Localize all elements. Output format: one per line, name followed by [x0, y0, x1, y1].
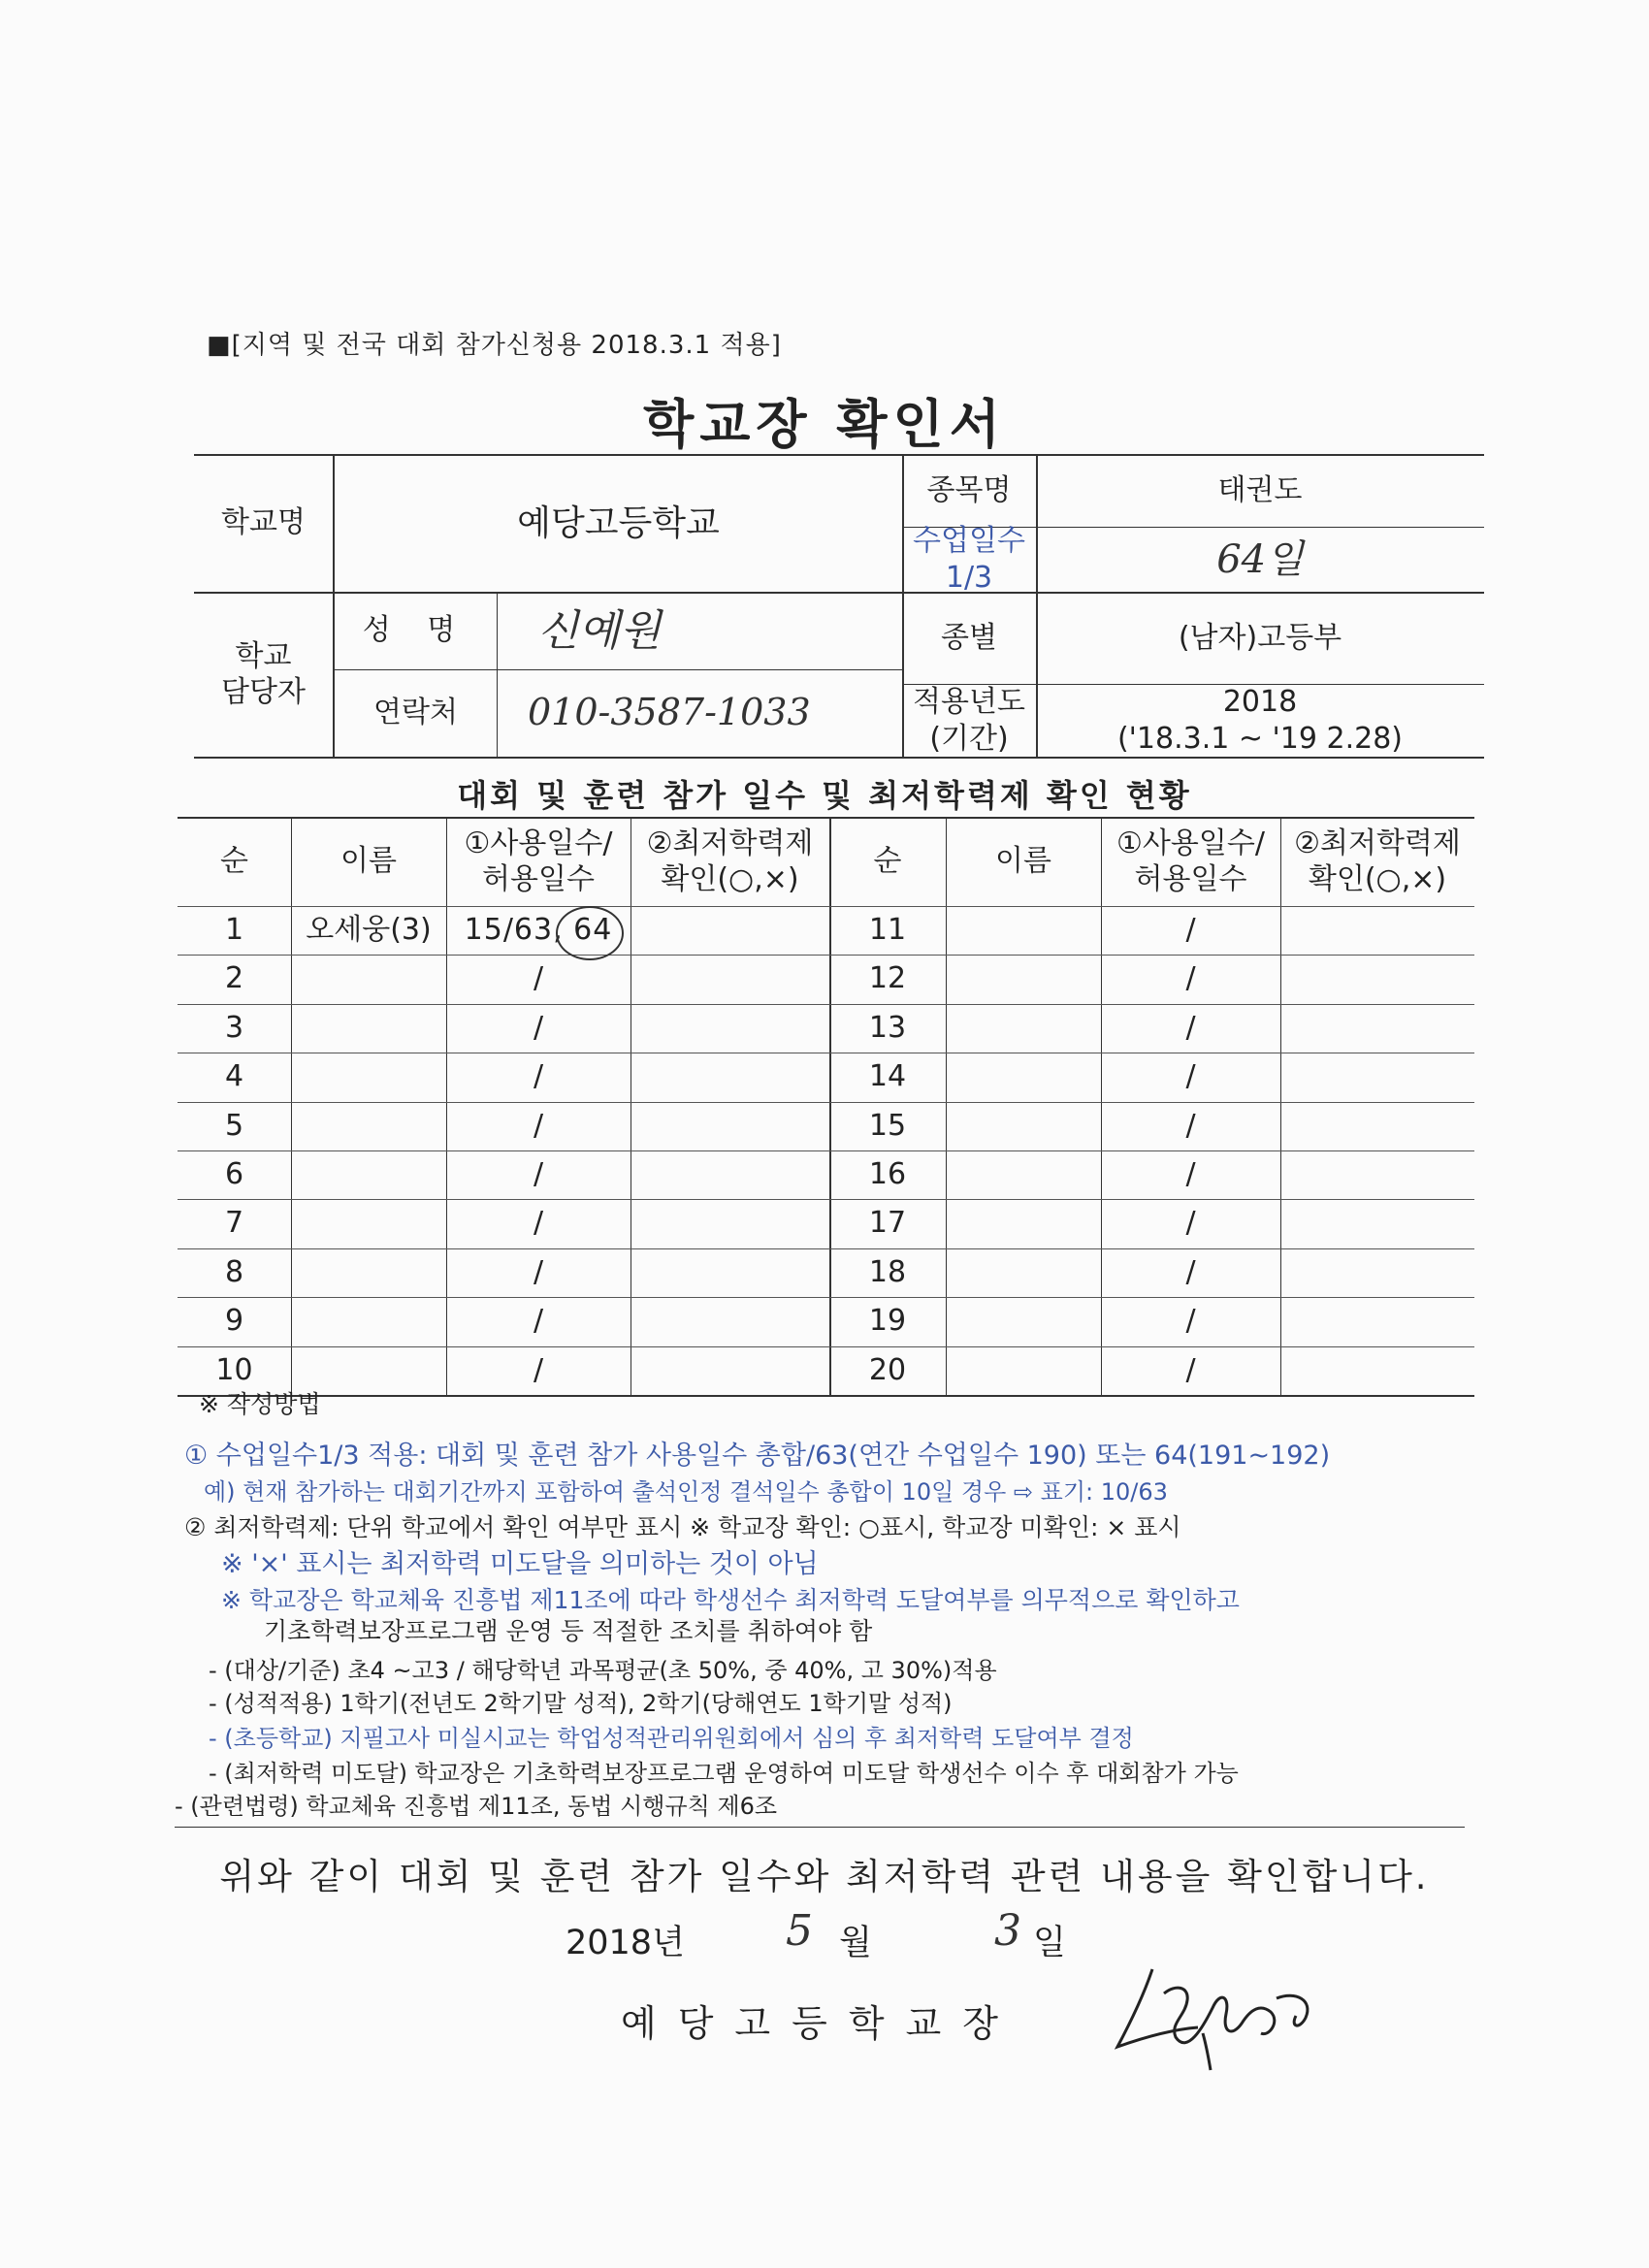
- row-days: /: [533, 1353, 544, 1388]
- row-days: /: [1185, 1157, 1196, 1192]
- row-days: /: [1185, 1255, 1196, 1290]
- row-name: [291, 1297, 446, 1345]
- row-no: 1: [224, 913, 244, 948]
- row-name: [946, 1297, 1101, 1345]
- row-days: /: [1185, 1304, 1196, 1339]
- note-7: - (초등학교) 지필고사 미실시교는 학업성적관리위원회에서 심의 후 최저학력 도달여부 결정: [209, 1725, 1134, 1752]
- section-title: 대회 및 훈련 참가 일수 및 최저학력제 확인 현황: [457, 777, 1192, 814]
- row-no: 20: [868, 1353, 907, 1388]
- principal-title: 예당고등학교장: [621, 2002, 1019, 2045]
- row-days: 15/63, 64: [464, 913, 613, 948]
- row-days: /: [533, 1206, 544, 1241]
- row-no: 19: [868, 1304, 907, 1339]
- note-3: ※ '×' 표시는 최저학력 미도달을 의미하는 것이 아님: [221, 1549, 819, 1579]
- date-day-unit: 일: [1033, 1924, 1066, 1962]
- contact-label: 연락처: [373, 696, 458, 730]
- date-day: 3: [994, 1906, 1021, 1956]
- contact-value: 010-3587-1033: [528, 691, 811, 734]
- row-name: [291, 1199, 446, 1247]
- page-title: 학교장 확인서: [643, 394, 1006, 455]
- staff-label: 학교 담당자: [221, 638, 306, 709]
- note-2: ② 최저학력제: 단위 학교에서 확인 여부만 표시 ※ 학교장 확인: ○표시, 학교장 미확인: × 표시: [184, 1513, 1181, 1541]
- row-check: [1280, 955, 1474, 1003]
- row-days: /: [1185, 1109, 1196, 1144]
- row-no: 12: [868, 961, 907, 996]
- note-4b: 기초학력보장프로그램 운영 등 적절한 조치를 취하여야 함: [264, 1617, 873, 1645]
- row-no: 17: [868, 1206, 907, 1241]
- row-name: [291, 1053, 446, 1101]
- class-days-label: 수업일수 1/3: [913, 524, 1025, 595]
- row-no: 10: [215, 1353, 253, 1388]
- row-name: [946, 1346, 1101, 1395]
- row-no: 5: [224, 1109, 244, 1144]
- class-days-value: 64일: [1216, 536, 1304, 582]
- date-year: 2018년: [566, 1924, 685, 1962]
- row-check: [630, 955, 829, 1003]
- row-name: [291, 1102, 446, 1150]
- row-days: /: [533, 1059, 544, 1094]
- row-days: /: [533, 1255, 544, 1290]
- event-value: 태권도: [1217, 472, 1303, 507]
- row-check: [1280, 1053, 1474, 1101]
- row-check: [1280, 1150, 1474, 1199]
- row-check: [1280, 1102, 1474, 1150]
- row-check: [630, 1102, 829, 1150]
- school-label: 학교명: [221, 505, 306, 540]
- row-check: [1280, 1004, 1474, 1053]
- row-no: 13: [868, 1011, 907, 1046]
- row-no: 16: [868, 1157, 907, 1192]
- note-8: - (최저학력 미도달) 학교장은 기초학력보장프로그램 운영하여 미도달 학생선수 이수 후 대회참가 가능: [209, 1760, 1239, 1787]
- row-check: [1280, 906, 1474, 955]
- row-name: [291, 1248, 446, 1297]
- name-label: 성 명: [362, 613, 469, 648]
- row-days: /: [533, 1109, 544, 1144]
- row-no: 6: [224, 1157, 244, 1192]
- row-no: 8: [224, 1255, 244, 1290]
- row-check: [1280, 1248, 1474, 1297]
- year-label: 적용년도 (기간): [913, 685, 1025, 756]
- row-name: [946, 1199, 1101, 1247]
- row-name: [291, 955, 446, 1003]
- row-no: 2: [224, 961, 244, 996]
- note-4: ※ 학교장은 학교체육 진흥법 제11조에 따라 학생선수 최저학력 도달여부를 의무적으로 확인하고: [221, 1586, 1240, 1614]
- col-header-days-right: ①사용일수/ 허용일수: [1116, 826, 1265, 896]
- row-name: [291, 1150, 446, 1199]
- col-header-name-right: 이름: [995, 844, 1051, 879]
- row-no: 18: [868, 1255, 907, 1290]
- name-value: 신예원: [537, 605, 662, 656]
- note-1b: 예) 현재 참가하는 대회기간까지 포함하여 출석인정 결석일수 총합이 10일 경우 ⇨ 표기: 10/63: [204, 1478, 1168, 1506]
- year-value: 2018 ('18.3.1 ~ '19 2.28): [1116, 685, 1404, 756]
- row-name: [946, 1102, 1101, 1150]
- row-check: [1280, 1297, 1474, 1345]
- row-days: /: [533, 1157, 544, 1192]
- note-5: - (대상/기준) 초4 ~고3 / 해당학년 과목평균(초 50%, 중 40%, 고 30%)적용: [209, 1657, 997, 1684]
- category-value: (남자)고등부: [1178, 620, 1342, 655]
- row-no: 11: [868, 913, 907, 948]
- closing-statement: 위와 같이 대회 및 훈련 참가 일수와 최저학력 관련 내용을 확인합니다.: [219, 1856, 1430, 1897]
- form-tag: ■[지역 및 전국 대회 참가신청용 2018.3.1 적용]: [207, 331, 782, 360]
- row-no: 15: [868, 1109, 907, 1144]
- row-no: 7: [224, 1206, 244, 1241]
- row-no: 3: [224, 1011, 244, 1046]
- row-days: /: [1185, 913, 1196, 948]
- date-month-unit: 월: [839, 1924, 872, 1962]
- row-name: [946, 906, 1101, 955]
- note-1: ① 수업일수1/3 적용: 대회 및 훈련 참가 사용일수 총합/63(연간 수업일수 190) 또는 64(191~192): [184, 1441, 1331, 1471]
- row-name: [291, 1004, 446, 1053]
- row-name: 오세웅(3): [306, 913, 432, 948]
- row-days: /: [1185, 961, 1196, 996]
- row-days: /: [533, 1011, 544, 1046]
- row-check: [1280, 1346, 1474, 1395]
- notes-heading: ※ 작성방법: [199, 1390, 321, 1418]
- row-check: [630, 906, 829, 955]
- school-value: 예당고등학교: [517, 502, 720, 543]
- row-check: [630, 1199, 829, 1247]
- col-header-check-left: ②최저학력제 확인(○,×): [646, 826, 814, 896]
- row-days: /: [1185, 1353, 1196, 1388]
- row-days: /: [1185, 1059, 1196, 1094]
- row-days: /: [533, 961, 544, 996]
- row-name: [946, 1150, 1101, 1199]
- row-check: [630, 1004, 829, 1053]
- row-check: [630, 1346, 829, 1395]
- row-days: /: [1185, 1011, 1196, 1046]
- row-name: [946, 1004, 1101, 1053]
- col-header-no-left: 순: [220, 844, 248, 879]
- row-check: [630, 1150, 829, 1199]
- row-name: [946, 1053, 1101, 1101]
- row-check: [630, 1248, 829, 1297]
- row-no: 4: [224, 1059, 244, 1094]
- row-name: [946, 1248, 1101, 1297]
- category-label: 종별: [941, 620, 997, 655]
- row-check: [630, 1297, 829, 1345]
- col-header-check-right: ②최저학력제 확인(○,×): [1294, 826, 1461, 896]
- circle-mark: [556, 906, 624, 960]
- row-no: 14: [868, 1059, 907, 1094]
- col-header-no-right: 순: [873, 844, 902, 879]
- date-month: 5: [786, 1906, 813, 1956]
- row-days: /: [1185, 1206, 1196, 1241]
- event-label: 종목명: [926, 472, 1012, 507]
- row-check: [630, 1053, 829, 1101]
- col-header-days-left: ①사용일수/ 허용일수: [464, 826, 613, 896]
- note-6: - (성적적용) 1학기(전년도 2학기말 성적), 2학기(당해연도 1학기말 성적): [209, 1690, 953, 1717]
- note-9: - (관련법령) 학교체육 진흥법 제11조, 동법 시행규칙 제6조: [175, 1793, 778, 1820]
- row-no: 9: [224, 1304, 244, 1339]
- col-header-name-left: 이름: [340, 844, 397, 879]
- row-days: /: [533, 1304, 544, 1339]
- row-name: [946, 955, 1101, 1003]
- principal-signature: [1106, 1940, 1339, 2076]
- row-check: [1280, 1199, 1474, 1247]
